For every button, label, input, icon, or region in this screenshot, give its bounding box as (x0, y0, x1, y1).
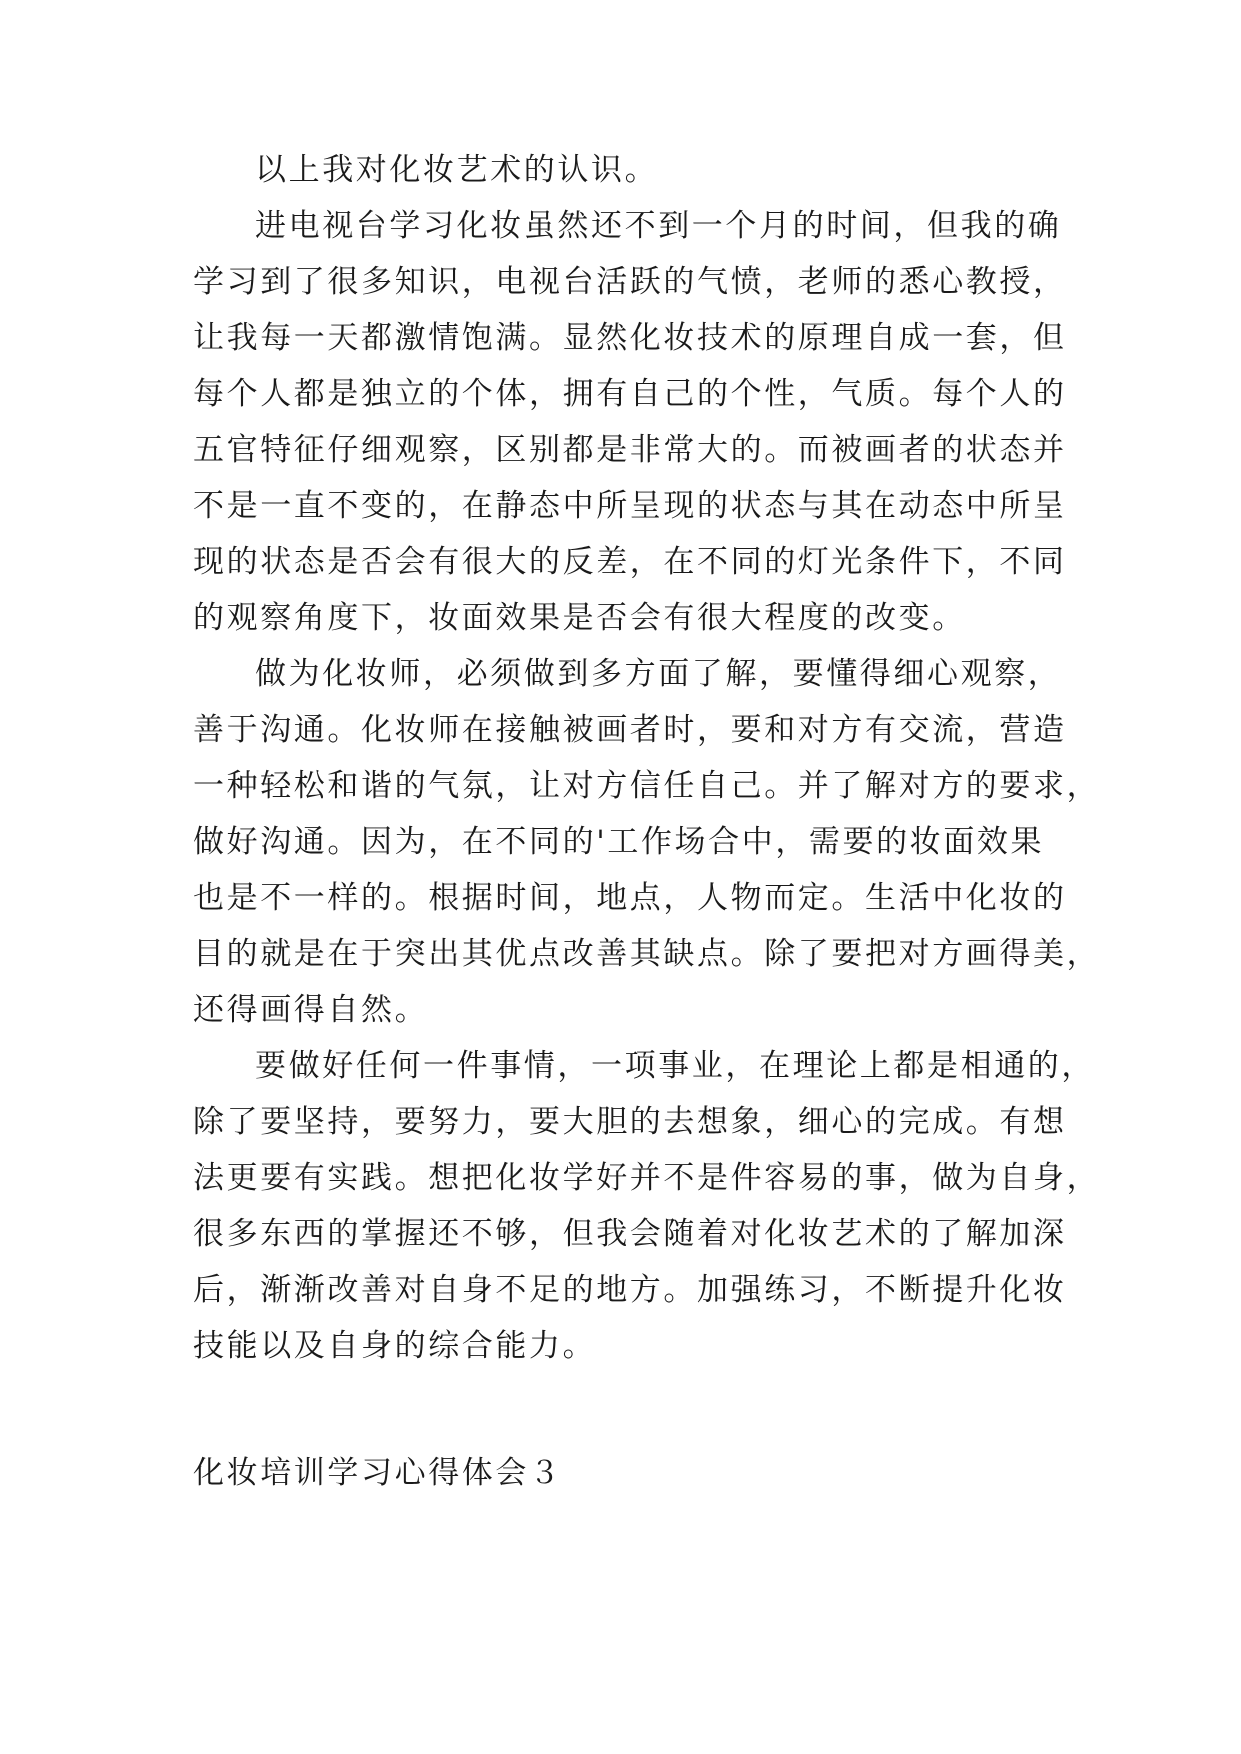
text-line: 很多东西的掌握还不够，但我会随着对化妆艺术的了解加深 (193, 1216, 1067, 1252)
text-line: 还得画得自然。 (193, 992, 429, 1028)
text-line: 也是不一样的。根据时间，地点，人物而定。生活中化妆的 (193, 880, 1067, 916)
text-line: 一种轻松和谐的气氛，让对方信任自己。并了解对方的要求， (193, 768, 1101, 804)
text-line: 的观察角度下，妆面效果是否会有很大程度的改变。 (193, 600, 966, 636)
text-line: 后，渐渐改善对自身不足的地方。加强练习，不断提升化妆 (193, 1272, 1067, 1308)
text-line: 让我每一天都激情饱满。显然化妆技术的原理自成一套，但 (193, 320, 1067, 356)
text-line: 五官特征仔细观察，区别都是非常大的。而被画者的状态并 (193, 432, 1067, 468)
text-line: 法更要有实践。想把化妆学好并不是件容易的事，做为自身， (193, 1160, 1101, 1196)
text-line: 进电视台学习化妆虽然还不到一个月的时间，但我的确 (255, 208, 1062, 244)
text-line: 现的状态是否会有很大的反差，在不同的灯光条件下，不同 (193, 544, 1067, 580)
text-line: 除了要坚持，要努力，要大胆的去想象，细心的完成。有想 (193, 1104, 1067, 1140)
text-line: 善于沟通。化妆师在接触被画者时，要和对方有交流，营造 (193, 712, 1067, 748)
text-line: 技能以及自身的综合能力。 (193, 1328, 597, 1364)
text-line: 要做好任何一件事情，一项事业，在理论上都是相通的， (255, 1048, 1095, 1084)
text-line: 做为化妆师，必须做到多方面了解，要懂得细心观察， (255, 656, 1062, 692)
text-line: 学习到了很多知识，电视台活跃的气愤，老师的悉心教授， (193, 264, 1067, 300)
text-line: 做好沟通。因为，在不同的'工作场合中，需要的妆面效果 (193, 824, 1045, 860)
text-line: 目的就是在于突出其优点改善其缺点。除了要把对方画得美， (193, 936, 1101, 972)
text-line: 不是一直不变的，在静态中所呈现的状态与其在动态中所呈 (193, 488, 1067, 524)
text-line: 以上我对化妆艺术的认识。 (255, 152, 659, 188)
section-heading: 化妆培训学习心得体会３ (193, 1455, 563, 1491)
text-line: 每个人都是独立的个体，拥有自己的个性，气质。每个人的 (193, 376, 1067, 412)
